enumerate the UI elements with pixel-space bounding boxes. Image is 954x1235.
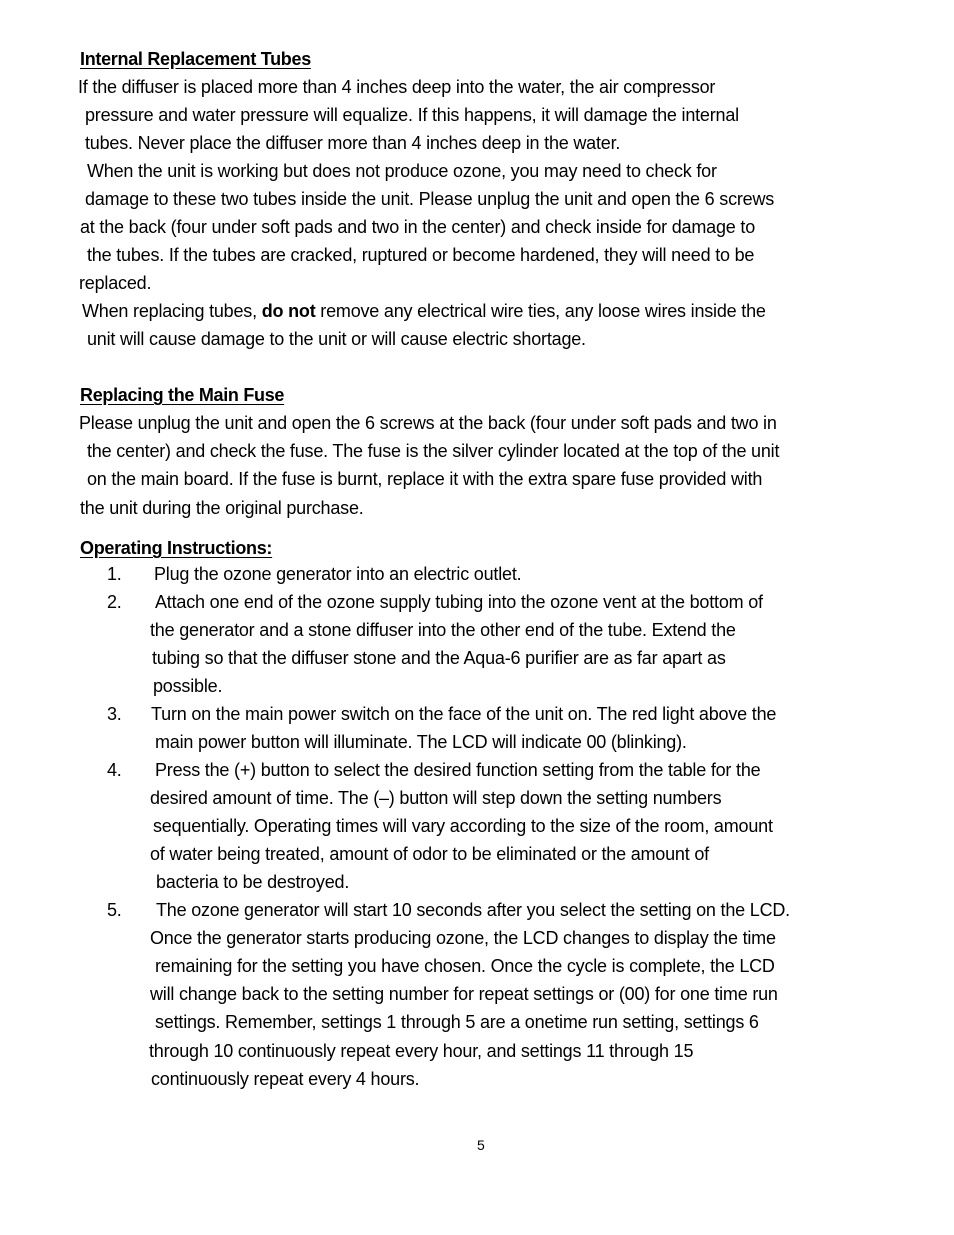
paragraph-line: the unit during the original purchase. — [80, 498, 364, 518]
list-item-line: Plug the ozone generator into an electric outlet. — [154, 564, 522, 584]
list-item-line: main power button will illuminate. The LCD will indicate 00 (blinking). — [155, 732, 687, 752]
paragraph-line: unit will cause damage to the unit or will cause electric shortage. — [87, 329, 586, 349]
paragraph-line: pressure and water pressure will equalize. If this happens, it will damage the internal — [85, 105, 739, 125]
list-item-line: of water being treated, amount of odor to be eliminated or the amount of — [150, 844, 709, 864]
list-number: 3. — [107, 704, 122, 724]
section-heading-operating: Operating Instructions: — [80, 538, 273, 558]
text-span: remove any electrical wire ties, any loose wires inside the — [315, 301, 766, 321]
paragraph-line: When the unit is working but does not produce ozone, you may need to check for — [87, 161, 717, 181]
paragraph-line: If the diffuser is placed more than 4 inches deep into the water, the air compressor — [78, 77, 716, 97]
list-item-line: possible. — [153, 676, 223, 696]
list-item-line: the generator and a stone diffuser into the other end of the tube. Extend the — [150, 620, 736, 640]
list-number: 2. — [107, 592, 122, 612]
section-heading-fuse: Replacing the Main Fuse — [80, 385, 285, 405]
list-item-line: Turn on the main power switch on the face of the unit on. The red light above the — [151, 704, 777, 724]
paragraph-line: the center) and check the fuse. The fuse is the silver cylinder located at the top of the unit — [87, 441, 780, 461]
paragraph-line: Please unplug the unit and open the 6 screws at the back (four under soft pads and two in — [79, 413, 777, 433]
list-item-line: remaining for the setting you have chosen. Once the cycle is complete, the LCD — [155, 956, 775, 976]
list-item-line: Attach one end of the ozone supply tubing into the ozone vent at the bottom of — [155, 592, 763, 612]
paragraph-line: tubes. Never place the diffuser more than 4 inches deep in the water. — [85, 133, 621, 153]
paragraph-line — [82, 299, 766, 323]
list-item-line: continuously repeat every 4 hours. — [151, 1069, 420, 1089]
bold-warning: do not — [261, 301, 316, 321]
list-item-line: bacteria to be destroyed. — [156, 872, 350, 892]
text-span: When replacing tubes, — [82, 301, 262, 321]
list-item-line: will change back to the setting number for repeat settings or (00) for one time run — [150, 984, 778, 1004]
list-number: 1. — [107, 564, 122, 584]
list-item-line: through 10 continuously repeat every hour, and settings 11 through 15 — [149, 1041, 694, 1061]
list-item-line: Press the (+) button to select the desired function setting from the table for the — [155, 760, 761, 780]
list-item-line: desired amount of time. The (–) button will step down the setting numbers — [150, 788, 722, 808]
paragraph-line: on the main board. If the fuse is burnt, replace it with the extra spare fuse provided with — [87, 469, 763, 489]
list-number: 4. — [107, 760, 122, 780]
paragraph-line: replaced. — [79, 273, 152, 293]
paragraph-line: damage to these two tubes inside the unit. Please unplug the unit and open the 6 screws — [85, 189, 775, 209]
list-number: 5. — [107, 900, 122, 920]
list-item-line: sequentially. Operating times will vary according to the size of the room, amount — [153, 816, 773, 836]
list-item-line: settings. Remember, settings 1 through 5 are a onetime run setting, settings 6 — [155, 1012, 759, 1032]
list-item-line: The ozone generator will start 10 seconds after you select the setting on the LCD. — [156, 900, 790, 920]
list-item-line: tubing so that the diffuser stone and the Aqua-6 purifier are as far apart as — [152, 648, 726, 668]
list-item-line: Once the generator starts producing ozone, the LCD changes to display the time — [150, 928, 776, 948]
paragraph-line: the tubes. If the tubes are cracked, ruptured or become hardened, they will need to be — [87, 245, 755, 265]
page-number: 5 — [477, 1137, 485, 1153]
section-heading-tubes: Internal Replacement Tubes — [80, 49, 311, 69]
paragraph-line: at the back (four under soft pads and two in the center) and check inside for damage to — [80, 217, 756, 237]
